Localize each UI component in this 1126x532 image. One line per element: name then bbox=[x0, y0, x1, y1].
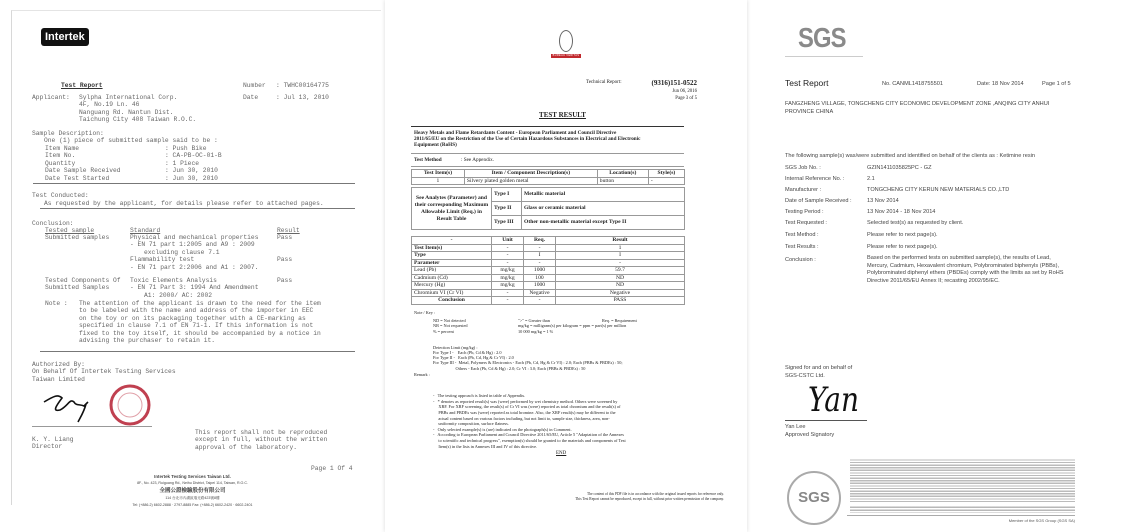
bv-footer: The content of this PDF file is in accordance with the original issued reports for reference only. This Test Report cannot be reproduced, except in full, without prior written permission of the company. bbox=[575, 492, 724, 502]
standard-3: Toxic Elements Analysis - EN 71 Part 3: 1994 And Amendment A1: 2000/ AC: 2002 bbox=[130, 277, 259, 299]
bureau-veritas-report bbox=[385, 0, 747, 532]
reproduction-disclaimer: This report shall not be reproduced except in full, without the written approval of the laboratory. bbox=[195, 429, 328, 451]
sgs-seal: SGS bbox=[787, 471, 841, 525]
test-conducted-label: Test Conducted: bbox=[32, 192, 89, 199]
signature-image bbox=[40, 388, 100, 424]
table-row: Type - I I bbox=[412, 252, 685, 260]
table-row: Lead (Pb) mg/kg 1000 59.7 bbox=[412, 267, 685, 275]
field-values: GZIN1411035825PC - GZ 2.1 TONGCHENG CITY KERUN NEW MATERIALS CO.,LTD 13 Nov 2014 13 Nov 2014 - 18 Nov 2014 Selected test(s) as requested by client. Please refer to next page(s). Please refer to next page(s). bbox=[867, 165, 1010, 250]
signed-on-behalf: Signed for and on behalf of SGS-CSTC Ltd. bbox=[785, 365, 853, 379]
client-address: FANGZHENG VILLAGE, TONGCHENG CITY ECONOMIC DEVELOPMENT ZONE ,ANQING CITY ANHUI PROVINCE CHINA bbox=[785, 101, 1050, 115]
report-number: TWHC00164775 bbox=[283, 82, 329, 89]
end-marker: END bbox=[556, 451, 567, 456]
types-table: See Analytes (Parameter) and their corresponding Maximum Allowable Limit (Req.) in Result Table Type I Metallic material Type II Glass or ceramic material Type III Other non-metallic material except Type II bbox=[411, 187, 685, 230]
remark-label: Remark : bbox=[414, 372, 430, 377]
report-date: Jul 13, 2010 bbox=[283, 94, 329, 101]
items-table: Test Item(s) Item / Component Description(s) Location(s) Style(s) 1 Silvery plated golden metal button - bbox=[411, 169, 685, 185]
intertek-footer: Intertek Testing Services Taiwan Ltd. 8F., No. 423, Ruiguang Rd., Neihu District, Taipei 114, Taiwan, R.O.C. 全國公證檢驗股份有限公司 114 台北市內湖區瑞光路423號8樓 Tel: (+886-2) 6602-2888 · 2797-8885 Fax: (+886-2) 6602-2420 · 6602-2401 bbox=[132, 474, 253, 508]
page-number: Page 1 Of 4 bbox=[311, 465, 353, 472]
col-sample: Tested sample bbox=[45, 227, 95, 234]
results-table: - Unit Req. Result Test Item(s) - - 1 Type - I I Parameter - - - Lead (Pb) mg/kg 1000 59.7 Cadmium (Cd) mg/kg 100 ND Mercury (Hg) mg/kg 1000 ND Chromium VI (Cr VI) - Negative Negative Conclusion - - PASS bbox=[411, 236, 685, 305]
note-label: Note : bbox=[45, 300, 68, 307]
note-label: Note / Key : bbox=[414, 310, 436, 315]
result-2: Pass bbox=[277, 256, 293, 263]
divider bbox=[411, 126, 684, 127]
intertek-report: Intertek Test Report Number : TWHC00164775 Date : Jul 13, 2010 Applicant: Sylpha International Corp. 4F, No.19 Ln. 46 Nanguang Rd. Nantun Dist. Taichung City 408 Taiwan R.O.C. Sample Description: One (1) piece of submitted sample said to be : Item Name Item No. Quantity Date Sample Received Date Test Started : Push Bike : CA-PB-OC-01-B : 1 Piece : Jun 30, 2010 : Jun 30, 2010 Test Conducted: As requested by the applicant, for details please refer to attached pages. Conclusion: Tested sample Standard Result Submitted samples Physical and mechanical properties - EN 71 part 1:2005 and A9 : 2009 excluding clause 7.1 Flammability test - EN 71 part 2:2006 and A1 : 2007. Pass Pass Tested Components Of Submitted Samples Toxic Elements Analysis - EN 71 Part 3: 1994 And Amendment A1: 2000/ AC: 2002 Pass Note : The attention of the applicant is drawn to the need for the item to be labeled with the name and address of the importer in EEC on the toy or on its packaging together with a CE-marking as specified in clause 7.1 of EN 71-1. If this information is not fixed to the toy itself, it should be accompanied by a notice in advising the purchaser to retain it. Authorized By: On Behalf Of Intertek Testing Services Taiwan Limited K. Y. Liang Director This report shall not be reproduced except in full, without the written approval of the laboratory. Page 1 Of 4 Intertek Testing Services Taiwan Ltd. 8F., No. 423, Ruiguang Rd., Neihu District, Taipei 114, Taiwan, R.O.C. 全國公證檢驗股份有限公司 114 台北市內湖區瑞光路423號8樓 Tel: (+886-2) 6602-2888 · 2797-8885 Fax: (+886-2) 6602-2420 · 6602-2401 bbox=[0, 0, 375, 532]
report-title: Test Report bbox=[61, 82, 103, 89]
report-label: Technical Report: bbox=[586, 80, 622, 85]
report-title: Test Report bbox=[785, 78, 829, 88]
sgs-member: Member of the SGS Group (SGS SA) bbox=[1008, 518, 1075, 523]
report-number: No. CANML1418755501 bbox=[882, 81, 943, 87]
submitted-samples: Submitted samples bbox=[45, 234, 110, 241]
col-standard: Standard bbox=[130, 227, 161, 234]
result-3: Pass bbox=[277, 277, 293, 284]
sgs-report bbox=[760, 0, 1126, 532]
page-number: Page 1 of 5 bbox=[1042, 81, 1071, 87]
test-result-title: TEST RESULT bbox=[539, 111, 586, 119]
standard-1: Physical and mechanical properties - EN 71 part 1:2005 and A9 : 2009 excluding clause 7.1 Flammability test - EN 71 part 2:2006 and A1 : 2007. bbox=[130, 234, 259, 271]
applicant-label: Applicant: bbox=[32, 94, 70, 101]
applicant-address: Sylpha International Corp. 4F, No.19 Ln. 46 Nanguang Rd. Nantun Dist. Taichung City 408 Taiwan R.O.C. bbox=[79, 94, 197, 124]
divider bbox=[40, 351, 355, 352]
col-result: Result bbox=[277, 227, 300, 234]
test-method-label: Test Method bbox=[414, 157, 442, 163]
test-conducted: As requested by the applicant, for details please refer to attached pages. bbox=[44, 200, 324, 207]
footer-rule bbox=[847, 515, 1075, 516]
sample-desc-label: Sample Description: bbox=[32, 130, 104, 137]
bv-logo: BUREAU VERITAS bbox=[551, 30, 581, 66]
signer: K. Y. Liang Director bbox=[32, 436, 74, 451]
table-row: Test Item(s) - - 1 bbox=[412, 244, 685, 252]
signature-yan: Yan bbox=[808, 379, 860, 420]
divider bbox=[40, 208, 355, 209]
signature-line bbox=[32, 426, 152, 427]
table-row: Cadmium (Cd) mg/kg 100 ND bbox=[412, 274, 685, 282]
report-number: (9316)151-0522 bbox=[651, 79, 697, 87]
number-label: Number bbox=[243, 82, 266, 89]
test-heading: Heavy Metals and Flame Retardants Content - European Parliament and Council Directive 2011/65/EU on the Restriction of the Use of Certain Hazardous Substances in Electrical and Electronic Equipment (RoHS) bbox=[414, 130, 641, 149]
report-date: Date: 18 Nov 2014 bbox=[977, 81, 1024, 87]
address-fine-print bbox=[850, 505, 1075, 513]
signer: Yan Lee Approved Signatory bbox=[785, 424, 835, 438]
conclusion-text: Based on the performed tests on submitted sample(s), the results of Lead, Mercury, Cadmium, Hexavalent chromium, Polybrominated biphenyls (PBBs), Polybrominated diphenyl ethers (PBDEs) comply with the limits as set by RoHS Directive 2011/65/EU Annex II; recasting 2002/95/EC. bbox=[867, 255, 1064, 284]
logo-rule bbox=[785, 56, 863, 57]
remarks: - The testing approach is listed in table of Appendix. - * denotes as reported result(s) was (were) performed by wet chemistry method. Others were screened by XRF. For XRF screening, the result(s) of Cr VI was (were) reported as total chromium and the result(s) of PBBs and PBDEs was (were) reported as total bromine. Also, the XRF result(s) may be different to the actual content based on various factors including, but not limit to, sample size, thickness, area, non- uniformity composition, surface flatness. - Only selected example(s) is (are) indicated on the photograph(s) in Comment. - According to European Parliament and Council Directive 2011/65/EU, Article 5 "Adaptation of the Annexes to scientific and technical progress", exemption(s) should be granted to the materials and components of Test Item(s) in the lists in Annexes III and IV of this directive. bbox=[433, 393, 626, 449]
terms-fine-print bbox=[850, 458, 1075, 502]
divider bbox=[411, 166, 684, 167]
authorized-by: Authorized By: On Behalf Of Intertek Testing Services Taiwan Limited bbox=[32, 361, 176, 383]
date-label: Date bbox=[243, 94, 259, 101]
field-labels: SGS Job No. : Internal Reference No. : Manufacturer : Date of Sample Received : Testing Period : Test Requested : Test Method : Test Results : Conclusion : bbox=[785, 165, 852, 263]
table-row: Chromium VI (Cr VI) - Negative Negative bbox=[412, 289, 685, 297]
divider bbox=[33, 183, 355, 184]
tested-components: Tested Components Of Submitted Samples bbox=[45, 277, 121, 292]
signature-line bbox=[785, 420, 867, 421]
conclusion-label: Conclusion: bbox=[32, 220, 74, 227]
keys-col1: ND = Not detected NR = Not requested % = percent bbox=[433, 318, 468, 334]
table-row: Conclusion - - PASS bbox=[412, 297, 685, 305]
sgs-logo: SGS bbox=[798, 22, 846, 53]
report-date-page: Jun 06, 2016 Page 3 of 5 bbox=[672, 89, 697, 101]
result-1: Pass bbox=[277, 234, 293, 241]
note-text: The attention of the applicant is drawn to the need for the item to be labeled with the name and address of the importer in EEC on the toy or on its packaging together with a CE-marking as specified in clause 7.1 of EN 71-1. If this information is not fixed to the toy itself, it should be accompanied by a notice in advising the purchaser to retain it. bbox=[79, 300, 321, 345]
detection-limits: Detection Limit (mg/kg) : For Type I - Each (Pb, Cd & Hg) : 2.0 For Type II - Each (Pb, Cd, Hg & Cr VI) : 2.0 For Type III - Metal, Polymers & Electronics - Each (Pb, Cd, Hg & Cr VI) : 2.0; Each (PBBs & PBDEs) : 50; Others - Each (Pb, Cd & Hg) : 2.0; Cr VI : 3.0; Each (PBBs & PBDEs) : 50 bbox=[433, 344, 623, 371]
sample-values: : Push Bike : CA-PB-OC-01-B : 1 Piece : Jun 30, 2010 : Jun 30, 2010 bbox=[165, 145, 222, 182]
divider bbox=[411, 153, 684, 154]
table-row: Mercury (Hg) mg/kg 1000 ND bbox=[412, 282, 685, 290]
keys-col3: Req. = Requirement bbox=[602, 318, 637, 323]
intro: The following sample(s) was/were submitted and identified on behalf of the clients as : Ketimine resin bbox=[785, 153, 1035, 159]
keys-col2: ">" = Greater than mg/kg = milligram(s) per kilogram = ppm = part(s) per million 10 000 mg/kg = 1 % bbox=[518, 318, 627, 334]
test-method: : See Appendix. bbox=[461, 157, 494, 163]
company-seal bbox=[109, 384, 151, 426]
sample-keys: Item Name Item No. Quantity Date Sample Received Date Test Started bbox=[45, 145, 121, 182]
sample-intro: One (1) piece of submitted sample said to be : bbox=[44, 137, 218, 144]
intertek-logo: Intertek bbox=[41, 28, 89, 46]
table-row: Parameter - - - bbox=[412, 259, 685, 267]
